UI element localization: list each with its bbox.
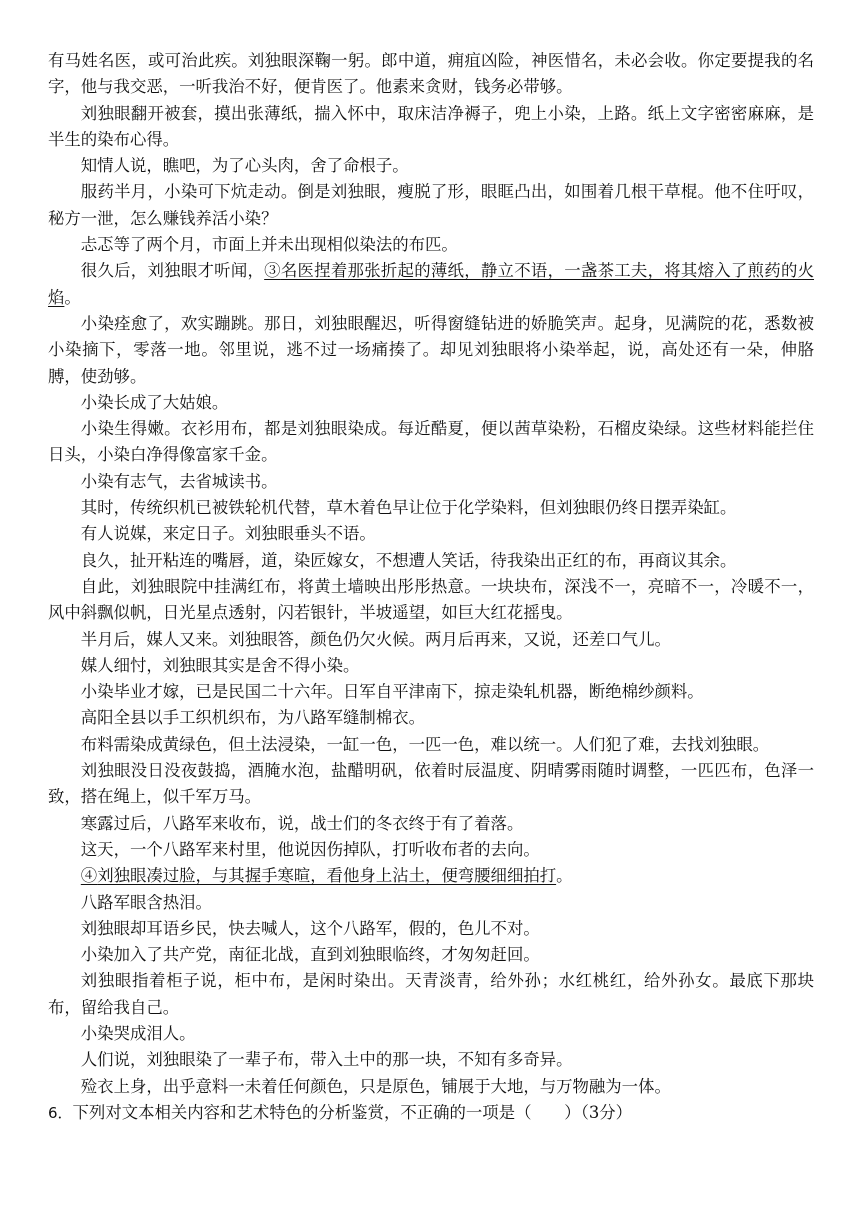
paragraph: 小染加入了共产党，南征北战，直到刘独眼临终，才匆匆赶回。 bbox=[80, 945, 540, 965]
marked-sentence-4-text: 刘独眼凑过脸，与其握手寒暄，看他身上沾土，便弯腰细细拍打 bbox=[97, 866, 557, 886]
question-score: （3分） bbox=[580, 1102, 633, 1122]
paragraph: 这天，一个八路军来村里，他说因伤掉队，打听收布者的去向。 bbox=[80, 839, 540, 859]
question-6 bbox=[48, 1100, 814, 1126]
marker-4: ④ bbox=[80, 866, 98, 886]
paragraph-lead: 很久后，刘独眼才听闻， bbox=[80, 261, 265, 281]
paragraph: 良久，扯开粘连的嘴唇，道，染匠嫁女，不想遭人笑话，待我染出正红的布，再商议其余。 bbox=[80, 550, 737, 570]
question-number: 6． bbox=[48, 1103, 73, 1122]
marked-sentence-4-tail: 。 bbox=[556, 866, 573, 886]
paragraph-marked-3 bbox=[48, 258, 814, 311]
article-body bbox=[48, 48, 814, 1126]
marked-sentence-3-text: 名医捏着那张折起的薄纸，静立不语，一盏茶工夫，将其熔入了煎药的火焰 bbox=[48, 261, 815, 307]
paragraph: 小染有志气，去省城读书。 bbox=[80, 471, 278, 491]
paragraph: 布料需染成黄绿色，但土法浸染，一缸一色，一匹一色，难以统一。人们犯了难，去找刘独眼。 bbox=[80, 734, 770, 754]
paragraph: 小染痊愈了，欢实蹦跳。那日，刘独眼醒迟，听得窗缝钻进的娇脆笑声。起身，见满院的花，悉数被小染摘下，零落一地。邻里说，逃不过一场痛揍了。却见刘独眼将小染举起，说，高处还有一朵，伸胳膊，使劲够。 bbox=[48, 313, 814, 386]
paragraph: 忐忑等了两个月，市面上并未出现相似染法的布匹。 bbox=[80, 235, 458, 255]
paragraph: 有人说媒，来定日子。刘独眼垂头不语。 bbox=[80, 524, 376, 544]
paragraph: 半月后，媒人又来。刘独眼答，颜色仍欠火候。两月后再来，又说，还差口气儿。 bbox=[80, 629, 671, 649]
paragraph: 有马姓名医，或可治此疾。刘独眼深鞠一躬。郎中道，痈疽凶险，神医惜名，未必会收。你定要提我的名字，他与我交恶，一听我治不好，便肯医了。他素来贪财，钱务必带够。 bbox=[48, 51, 814, 97]
marker-3: ③ bbox=[264, 261, 281, 281]
paragraph: 高阳全县以手工织机织布，为八路军缝制棉衣。 bbox=[80, 708, 425, 728]
paragraph: 服药半月，小染可下炕走动。倒是刘独眼，瘦脱了形，眼眶凸出，如围着几根干草棍。他不住吁叹，秘方一泄，怎么赚钱养活小染？ bbox=[48, 182, 814, 228]
paragraph: 自此，刘独眼院中挂满红布，将黄土墙映出彤彤热意。一块块布，深浅不一，亮暗不一，冷暖不一，风中斜飘似帆，日光星点透射，闪若银针，半坡遥望，如巨大红花摇曳。 bbox=[48, 576, 814, 623]
paragraph: 人们说，刘独眼染了一辈子布，带入土中的那一块，不知有多奇异。 bbox=[80, 1050, 573, 1070]
marked-sentence-3-tail: 。 bbox=[64, 287, 81, 307]
question-text: 下列对文本相关内容和艺术特色的分析鉴赏，不正确的一项是（ ） bbox=[72, 1102, 581, 1122]
paragraph: 小染生得嫩。衣衫用布，都是刘独眼染成。每近酷夏，便以茜草染粉，石榴皮染绿。这些材料能拦住日头，小染白净得像富家千金。 bbox=[48, 419, 814, 465]
paragraph-marked-4 bbox=[48, 863, 814, 889]
paragraph: 其时，传统织机已被铁轮机代替，草木着色早让位于化学染料，但刘独眼仍终日摆弄染缸。 bbox=[80, 498, 737, 518]
paragraph: 刘独眼指着柜子说，柜中布，是闲时染出。天青淡青，给外孙；水红桃红，给外孙女。最底下那块布，留给我自己。 bbox=[48, 971, 814, 1017]
paragraph: 刘独眼翻开被套，摸出张薄纸，揣入怀中，取床洁净褥子，兜上小染，上路。纸上文字密密麻麻，是半生的染布心得。 bbox=[48, 103, 814, 149]
paragraph: 八路军眼含热泪。 bbox=[80, 892, 212, 912]
paragraph: 小染哭成泪人。 bbox=[80, 1023, 196, 1043]
paragraph: 寒露过后，八路军来收布，说，战士们的冬衣终于有了着落。 bbox=[80, 813, 524, 833]
paragraph: 刘独眼没日没夜鼓捣，酒腌水泡，盐醋明矾，依着时辰温度、阴晴雾雨随时调整，一匹匹布，色泽一致，搭在绳上，似千军万马。 bbox=[48, 761, 814, 807]
paragraph: 刘独眼却耳语乡民，快去喊人，这个八路军，假的，色儿不对。 bbox=[80, 918, 540, 938]
paragraph: 媒人细忖，刘独眼其实是舍不得小染。 bbox=[80, 655, 360, 675]
marked-sentence-4 bbox=[81, 866, 556, 885]
paragraph: 小染毕业才嫁，已是民国二十六年。日军自平津南下，掠走染轧机器，断绝棉纱颜料。 bbox=[80, 682, 704, 702]
paragraph: 小染长成了大姑娘。 bbox=[80, 392, 229, 412]
paragraph: 知情人说，瞧吧，为了心头肉，舍了命根子。 bbox=[80, 156, 409, 176]
paragraph: 殓衣上身，出乎意料一未着任何颜色，只是原色，铺展于大地，与万物融为一体。 bbox=[80, 1076, 671, 1096]
